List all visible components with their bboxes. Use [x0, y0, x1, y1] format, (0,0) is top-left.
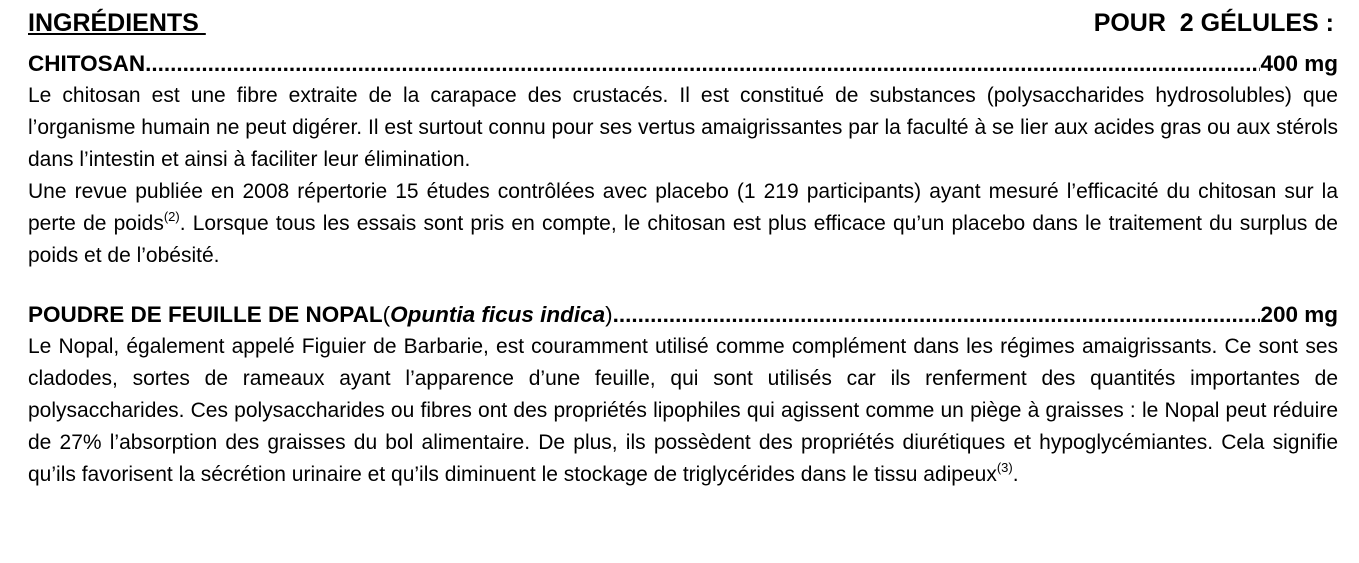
paragraph-text: .: [1012, 463, 1019, 486]
leader-dots: [613, 299, 1261, 331]
ingredients-heading: INGRÉDIENTS: [28, 9, 206, 37]
ingredient-dose: 400 mg: [1260, 51, 1338, 76]
serving-label: POUR 2 GÉLULES :: [1093, 9, 1334, 37]
ingredient-title-row: [28, 48, 1338, 80]
paragraph-text: Le Nopal, également appelé Figuier de Barbarie, est couramment utilisé comme complément dans les régimes amaigrissants. Ce sont ses cladodes, sortes de rameaux ayant l’apparence d’une feuille, qui sont utilisés car ils renferment des quantités importantes de polysaccharides. Ces polysaccharides ou fibres ont des propriétés lipophiles qui agissent comme un piège à graisses : le Nopal peut réduire de 27% l’absorption des graisses du bol alimentaire. De plus, ils possèdent des propriétés diurétiques et hypoglycémiantes. Cela signifie qu’ils favorisent la sécrétion urinaire et qu’ils diminuent le stockage de triglycérides dans le tissu adipeux: [28, 335, 1338, 486]
paren-open: (: [382, 302, 391, 327]
ingredient-nopal: [28, 299, 1338, 491]
ingredient-description: [28, 80, 1338, 176]
paren-close: ): [605, 302, 613, 327]
ingredient-description: [28, 331, 1338, 491]
ingredients-document: [28, 6, 1338, 491]
reference-marker: (2): [163, 209, 180, 224]
ingredient-title-row: [28, 299, 1338, 331]
ingredient-dose: 200 mg: [1260, 302, 1338, 327]
ingredient-chitosan: [28, 48, 1338, 272]
reference-marker: (3): [996, 460, 1013, 475]
paragraph-text: Une revue publiée en 2008 répertorie 15 études contrôlées avec placebo (1 219 participants) ayant mesuré l’efficacité du chitosan sur la perte de poids: [28, 180, 1338, 235]
paragraph-text: . Lorsque tous les essais sont pris en compte, le chitosan est plus efficace qu’un placebo dans le traitement du surplus de poids et de l’obésité.: [28, 212, 1338, 267]
latin-name: Opuntia ficus indica: [390, 302, 606, 327]
leader-dots: [145, 48, 1260, 80]
header-row: [28, 6, 1338, 40]
latin-name-group: [383, 299, 613, 331]
ingredient-name: POUDRE DE FEUILLE DE NOPAL: [28, 302, 383, 327]
ingredient-name: CHITOSAN: [28, 51, 146, 76]
ingredient-description: [28, 176, 1338, 272]
paragraph-text: Le chitosan est une fibre extraite de la carapace des crustacés. Il est constitué de substances (polysaccharides hydrosolubles) que l’organisme humain ne peut digérer. Il est surtout connu pour ses vertus amaigrissantes par la faculté à se lier aux acides gras ou aux stérols dans l’intestin et ainsi à faciliter leur élimination.: [28, 84, 1338, 171]
